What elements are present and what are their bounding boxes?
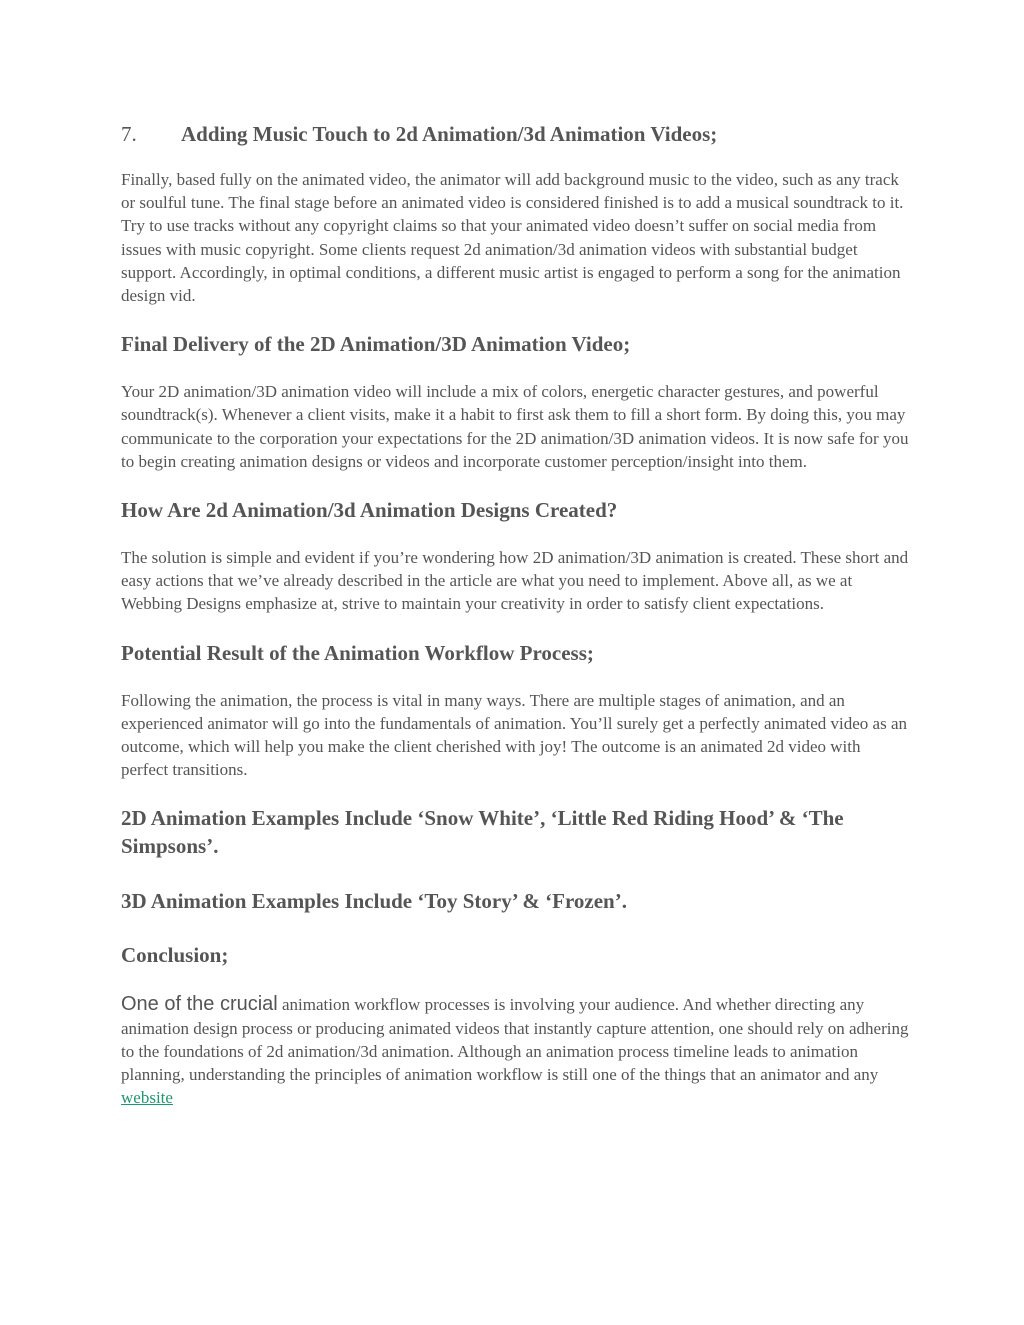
examples-3d-heading: 3D Animation Examples Include ‘Toy Story’ & ‘Frozen’. bbox=[121, 889, 627, 914]
conclusion-text: animation workflow processes is involving your audience. And whether directing any animation design process or producing animated videos that instantly capture attention, one should rely on adhering to the foundations of 2d animation/3d animation. Although an animation process timeline leads to animation planning, understanding the principles of animation workflow is still one of the things that an animator and any bbox=[121, 995, 909, 1085]
examples-2d-heading: 2D Animation Examples Include ‘Snow White’, ‘Little Red Riding Hood’ & ‘The Simpsons’. bbox=[121, 806, 844, 859]
how-created-heading: How Are 2d Animation/3d Animation Designs Created? bbox=[121, 498, 618, 523]
final-delivery-paragraph: Your 2D animation/3D animation video will include a mix of colors, energetic character gestures, and powerful soundtrack(s). Whenever a client visits, make it a habit to first ask them to fill a short form. By doing this, you may communicate to the corporation your expectations for the 2D animation/3D animation videos. It is now safe for you to begin creating animation designs or videos and incorporate customer perception/insight into them. bbox=[121, 382, 909, 471]
section-7-heading bbox=[121, 118, 911, 150]
potential-result-paragraph: Following the animation, the process is vital in many ways. There are multiple stages of animation, and an experienced animator will go into the fundamentals of animation. You’ll surely get a perfectly animated video as an outcome, which will help you make the client cherished with joy! The outcome is an animated 2d video with perfect transitions. bbox=[121, 690, 908, 780]
conclusion-paragraph bbox=[121, 993, 911, 1109]
how-created-paragraph: The solution is simple and evident if you’re wondering how 2D animation/3D animation is created. These short and easy actions that we’ve already described in the article are what you need to implement. Above all, as we at Webbing Designs emphasize at, strive to maintain your creativity in order to satisfy client expectations. bbox=[121, 548, 909, 614]
final-delivery-heading: Final Delivery of the 2D Animation/3D Animation Video; bbox=[121, 332, 631, 357]
potential-result-heading: Potential Result of the Animation Workflow Process; bbox=[121, 640, 594, 665]
section-7-title: Adding Music Touch to 2d Animation/3d Animation Videos; bbox=[181, 122, 718, 146]
document-page bbox=[121, 118, 911, 1109]
conclusion-lead: One of the crucial bbox=[121, 993, 278, 1016]
section-7-paragraph: Finally, based fully on the animated video, the animator will add background music to the video, such as any track or soulful tune. The final stage before an animated video is considered finished is to add a musical soundtrack to it. Try to use tracks without any copyright claims so that your animated video doesn’t suffer on social media from issues with music copyright. Some clients request 2d animation/3d animation videos with substantial budget support. Accordingly, in optimal conditions, a different music artist is engaged to perform a song for the animation design vid. bbox=[121, 170, 904, 306]
conclusion-heading: Conclusion; bbox=[121, 943, 229, 968]
section-number: 7. bbox=[121, 122, 137, 146]
website-link[interactable]: website bbox=[121, 1088, 173, 1108]
